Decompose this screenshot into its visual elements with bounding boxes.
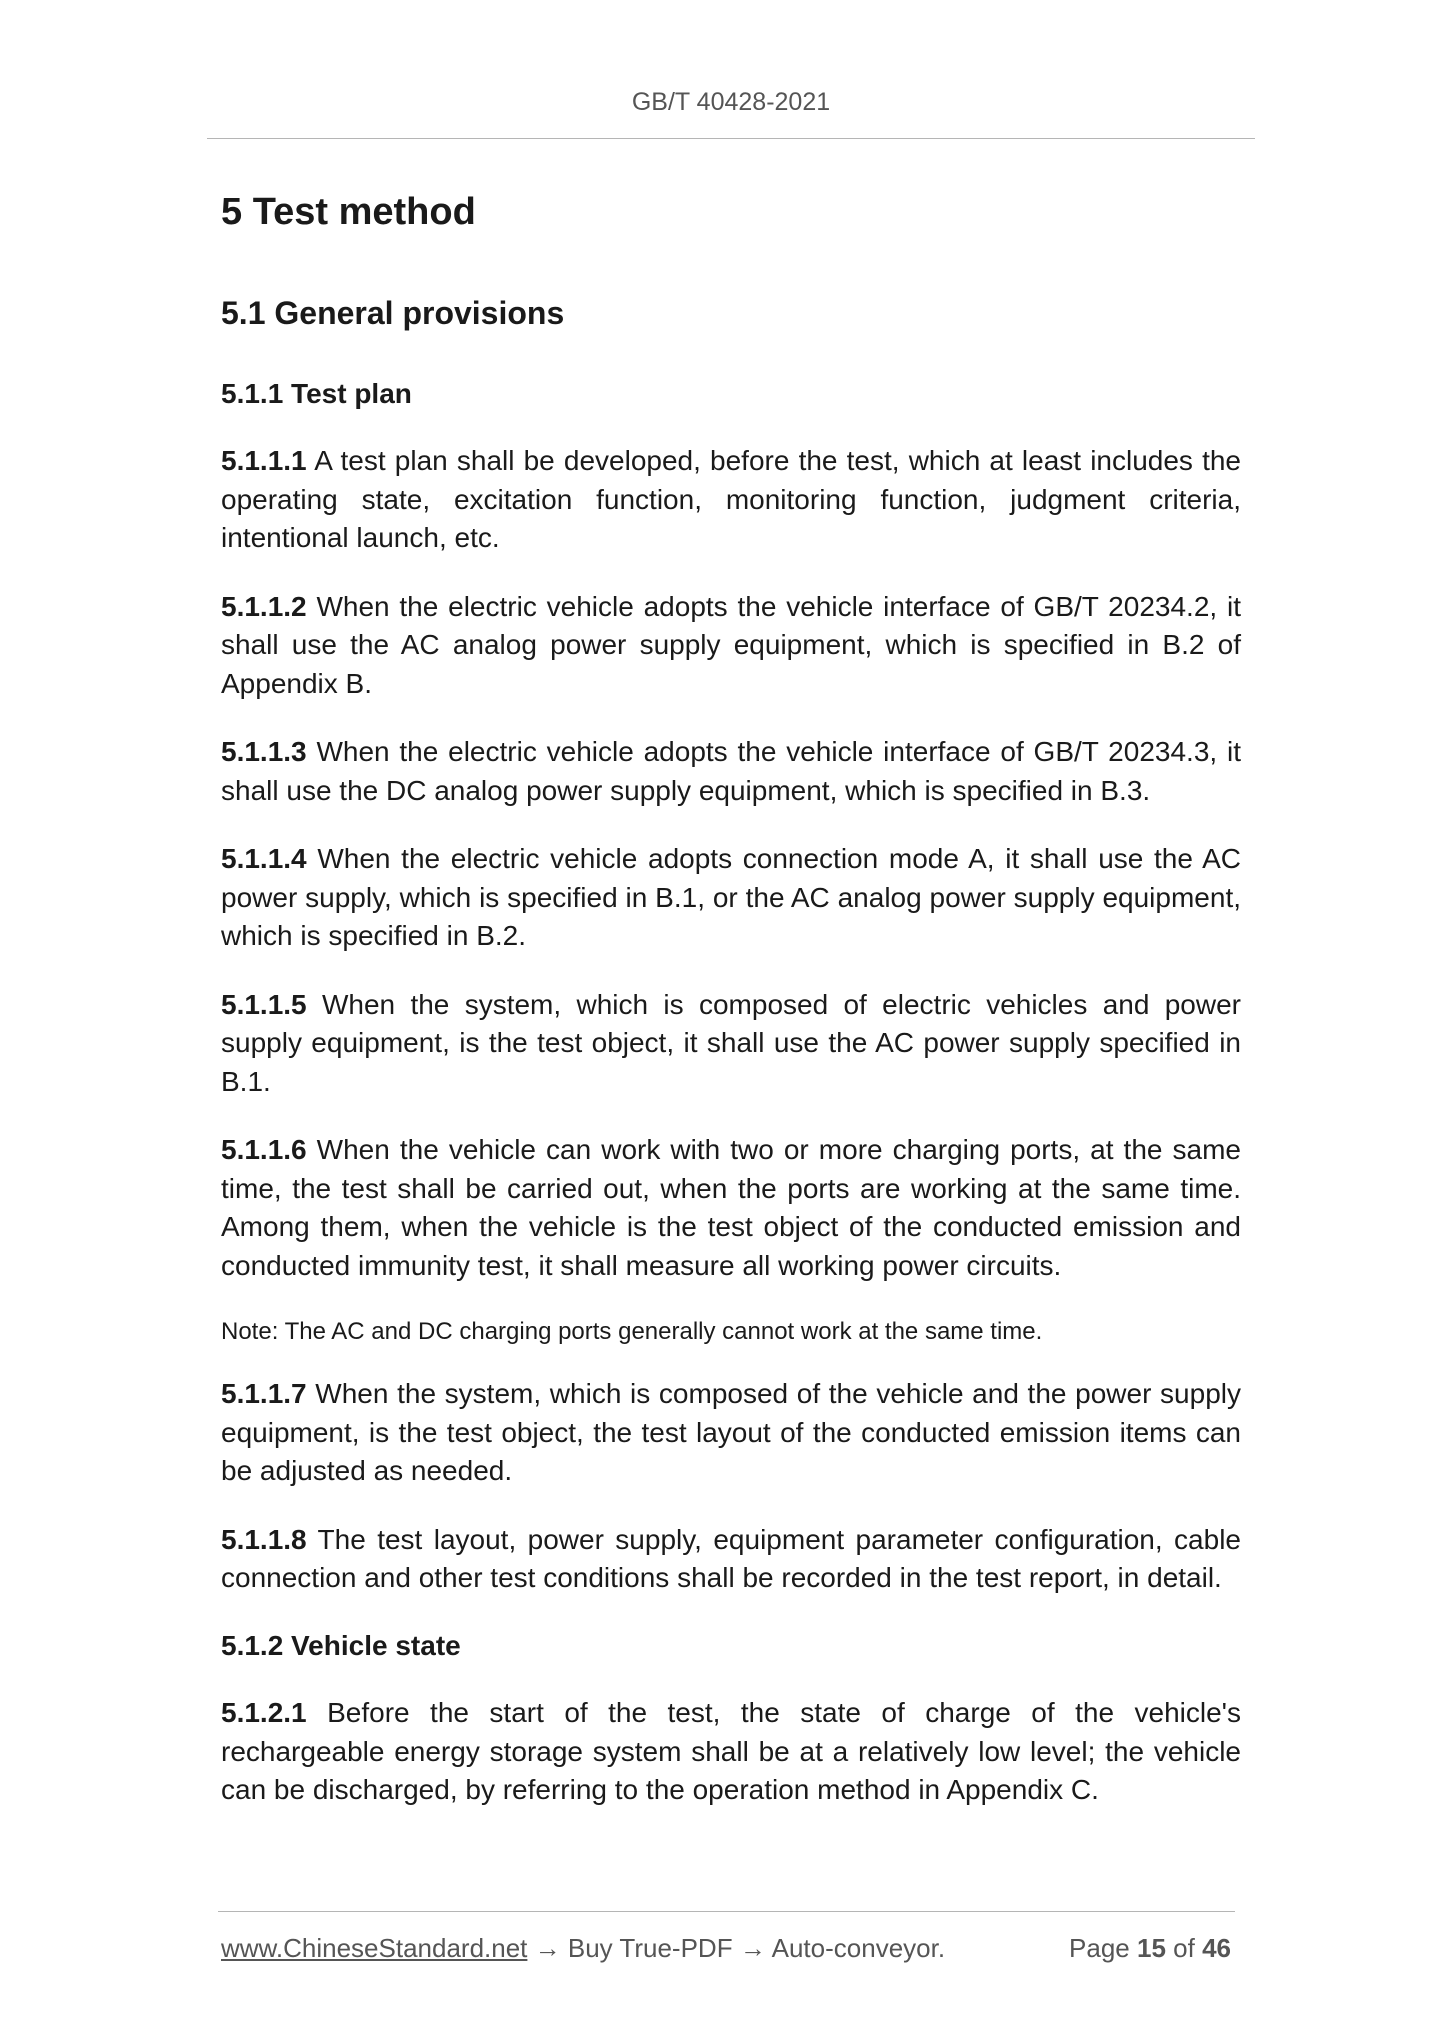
- clause-text: When the system, which is composed of electric vehicles and power supply equipment, is the test object, it shall use the AC power supply specified in B.1.: [221, 988, 1241, 1097]
- running-header: GB/T 40428-2021: [631, 88, 831, 116]
- buy-true-pdf-text: Buy True-PDF: [567, 1933, 733, 1963]
- subsubsection-vehicle-state: 5.1.2 Vehicle state: [221, 1629, 461, 1661]
- clause-5-1-1-5: [221, 986, 1241, 1102]
- clause-5-1-2-1: [221, 1694, 1241, 1810]
- clause-5-1-1-6: [221, 1131, 1241, 1285]
- clause-5-1-1-4: [221, 840, 1241, 956]
- clause-text: A test plan shall be developed, before the test, which at least includes the operating state, excitation function, monitoring function, judgment criteria, intentional launch, etc.: [221, 445, 1241, 554]
- subsubsection-test-plan: 5.1.1 Test plan: [221, 377, 412, 409]
- subsection-title: 5.1 General provisions: [221, 294, 565, 331]
- clause-number: 5.1.1.4: [221, 843, 307, 875]
- page-content: [221, 180, 1241, 1840]
- clause-number: 5.1.1.5: [221, 988, 307, 1020]
- clause-5-1-1-1: [221, 442, 1241, 558]
- note: Note: The AC and DC charging ports generally cannot work at the same time.: [221, 1318, 1043, 1346]
- page-number: 15: [1137, 1933, 1166, 1963]
- website-link[interactable]: www.ChineseStandard.net: [221, 1933, 528, 1963]
- section-title: 5 Test method: [221, 191, 476, 233]
- clause-text: When the electric vehicle adopts the vehicle interface of GB/T 20234.2, it shall use the AC analog power supply equipment, which is specified in B.2 of Appendix B.: [221, 590, 1241, 699]
- clause-number: 5.1.1.8: [221, 1523, 307, 1555]
- clause-number: 5.1.1.6: [221, 1134, 307, 1166]
- arrow-icon: →: [739, 1933, 766, 1963]
- auto-conveyor-text: Auto-conveyor.: [771, 1933, 946, 1963]
- of-label: of: [1173, 1933, 1195, 1963]
- clause-number: 5.1.1.3: [221, 736, 307, 768]
- clause-number: 5.1.2.1: [221, 1697, 307, 1729]
- clause-text: When the system, which is composed of the vehicle and the power supply equipment, is the test object, the test layout of the conducted emission items can be adjusted as needed.: [221, 1378, 1241, 1487]
- arrow-icon: →: [534, 1933, 561, 1963]
- clause-text: The test layout, power supply, equipment parameter configuration, cable connection and other test conditions shall be recorded in the test report, in detail.: [221, 1523, 1241, 1594]
- page-footer: [221, 1933, 1235, 1964]
- clause-text: Before the start of the test, the state of charge of the vehicle's rechargeable energy storage system shall be at a relatively low level; the vehicle can be discharged, by referring to the operation method in Appendix C.: [221, 1697, 1241, 1806]
- clause-text: When the electric vehicle adopts the vehicle interface of GB/T 20234.3, it shall use the DC analog power supply equipment, which is specified in B.3.: [221, 736, 1241, 806]
- page-label: Page: [1069, 1933, 1130, 1963]
- clause-5-1-1-3: [221, 733, 1241, 810]
- header-divider: [207, 138, 1255, 139]
- clause-number: 5.1.1.2: [221, 590, 307, 622]
- clause-number: 5.1.1.7: [221, 1378, 307, 1410]
- clause-5-1-1-2: [221, 588, 1241, 704]
- page-indicator: [1069, 1933, 1231, 1964]
- page-total: 46: [1202, 1933, 1231, 1963]
- clause-text: When the vehicle can work with two or more charging ports, at the same time, the test shall be carried out, when the ports are working at the same time. Among them, when the vehicle is the test object of the conducted emission and conducted immunity test, it shall measure all working power circuits.: [221, 1134, 1241, 1281]
- clause-text: When the electric vehicle adopts connection mode A, it shall use the AC power supply, which is specified in B.1, or the AC analog power supply equipment, which is specified in B.2.: [221, 843, 1241, 952]
- clause-5-1-1-7: [221, 1375, 1241, 1491]
- footer-divider: [218, 1911, 1235, 1912]
- clause-5-1-1-8: [221, 1521, 1241, 1598]
- clause-number: 5.1.1.1: [221, 445, 307, 477]
